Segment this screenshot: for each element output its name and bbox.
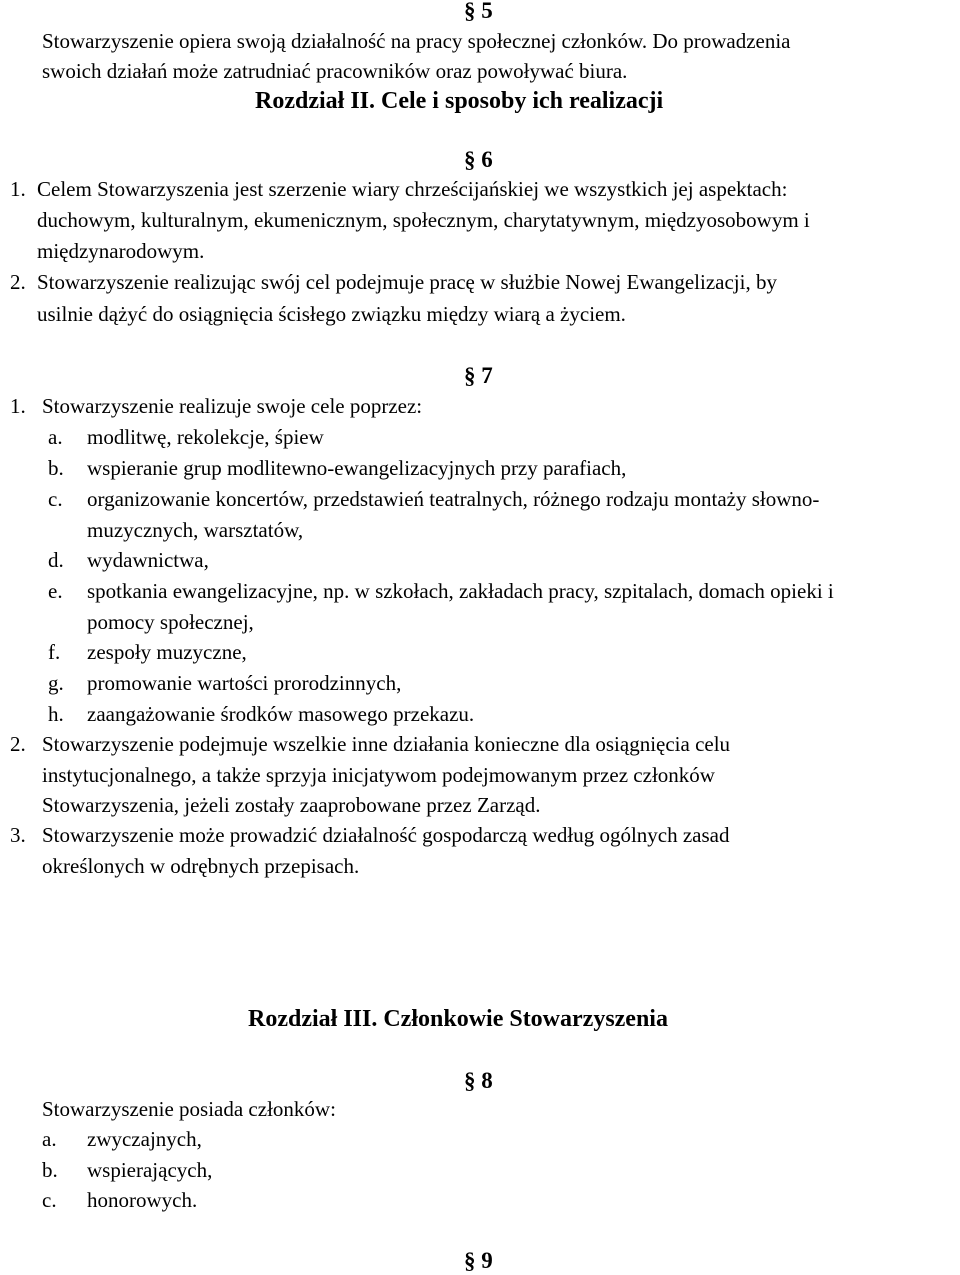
- chapter-2-heading: Rozdział II. Cele i sposoby ich realizacji: [255, 88, 664, 114]
- section-7-point-1-number: 1.: [10, 394, 26, 418]
- section-7-point-3-number: 3.: [10, 823, 26, 847]
- list-item-text: zaangażowanie środków masowego przekazu.: [87, 702, 475, 726]
- section-8-mark: § 8: [464, 1068, 493, 1093]
- list-item-text-continued: muzycznych, warsztatów,: [87, 518, 304, 542]
- section-6-point-1-line-3: międzynarodowym.: [37, 239, 205, 263]
- list-item-letter: c.: [48, 487, 63, 511]
- list-item-text: wspieranie grup modlitewno-ewangelizacyjnych przy parafiach,: [87, 456, 627, 480]
- list-item-letter: a.: [42, 1127, 57, 1151]
- list-item-letter: e.: [48, 579, 63, 603]
- chapter-3-heading: Rozdział III. Członkowie Stowarzyszenia: [248, 1006, 668, 1032]
- list-item-text-continued: pomocy społecznej,: [87, 610, 254, 634]
- list-item-letter: g.: [48, 671, 64, 695]
- list-item-letter: b.: [42, 1158, 58, 1182]
- list-item-text: modlitwę, rekolekcje, śpiew: [87, 425, 324, 449]
- list-item-text: spotkania ewangelizacyjne, np. w szkołach, zakładach pracy, szpitalach, domach opieki i: [87, 579, 834, 603]
- section-6-mark: § 6: [464, 147, 493, 172]
- section-7-point-3-line-2: określonych w odrębnych przepisach.: [42, 854, 360, 878]
- section-6-point-1-number: 1.: [10, 177, 26, 201]
- section-5-mark: § 5: [464, 0, 493, 23]
- section-8-intro: Stowarzyszenie posiada członków:: [42, 1097, 336, 1121]
- list-item-letter: f.: [48, 640, 61, 664]
- section-6-point-2-number: 2.: [10, 270, 26, 294]
- list-item-text: wspierających,: [87, 1158, 213, 1182]
- section-6-point-1-line-2: duchowym, kulturalnym, ekumenicznym, społecznym, charytatywnym, międzyosobowym i: [37, 208, 810, 232]
- section-7-point-2-line-2: instytucjonalnego, a także sprzyja inicjatywom podejmowanym przez członków: [42, 763, 715, 787]
- section-6-point-2-line-2: usilnie dążyć do osiągnięcia ścisłego związku między wiarą a życiem.: [37, 302, 626, 326]
- section-6-point-1-line-1: Celem Stowarzyszenia jest szerzenie wiary chrześcijańskiej we wszystkich jej aspektach:: [37, 177, 788, 201]
- list-item-text: zwyczajnych,: [87, 1127, 202, 1151]
- section-7-point-2-line-1: Stowarzyszenie podejmuje wszelkie inne działania konieczne dla osiągnięcia celu: [42, 732, 731, 756]
- list-item-text: honorowych.: [87, 1188, 198, 1212]
- section-9-mark: § 9: [464, 1248, 493, 1273]
- list-item-text: promowanie wartości prorodzinnych,: [87, 671, 402, 695]
- section-7-point-1-text: Stowarzyszenie realizuje swoje cele poprzez:: [42, 394, 423, 418]
- list-item-text: zespoły muzyczne,: [87, 640, 247, 664]
- list-item-letter: h.: [48, 702, 64, 726]
- list-item-letter: d.: [48, 548, 64, 572]
- section-5-line-1: Stowarzyszenie opiera swoją działalność na pracy społecznej członków. Do prowadzenia: [42, 29, 791, 53]
- list-item-letter: a.: [48, 425, 63, 449]
- section-7-mark: § 7: [464, 363, 493, 388]
- list-item-text: wydawnictwa,: [87, 548, 209, 572]
- list-item-letter: b.: [48, 456, 64, 480]
- section-7-point-2-line-3: Stowarzyszenia, jeżeli zostały zaaprobowane przez Zarząd.: [42, 793, 541, 817]
- section-7-point-3-line-1: Stowarzyszenie może prowadzić działalność gospodarczą według ogólnych zasad: [42, 823, 730, 847]
- section-7-point-2-number: 2.: [10, 732, 26, 756]
- section-6-point-2-line-1: Stowarzyszenie realizując swój cel podejmuje pracę w służbie Nowej Ewangelizacji, by: [37, 270, 777, 294]
- list-item-letter: c.: [42, 1188, 57, 1212]
- section-5-line-2: swoich działań może zatrudniać pracowników oraz powoływać biura.: [42, 59, 628, 83]
- list-item-text: organizowanie koncertów, przedstawień teatralnych, różnego rodzaju montaży słowno-: [87, 487, 820, 511]
